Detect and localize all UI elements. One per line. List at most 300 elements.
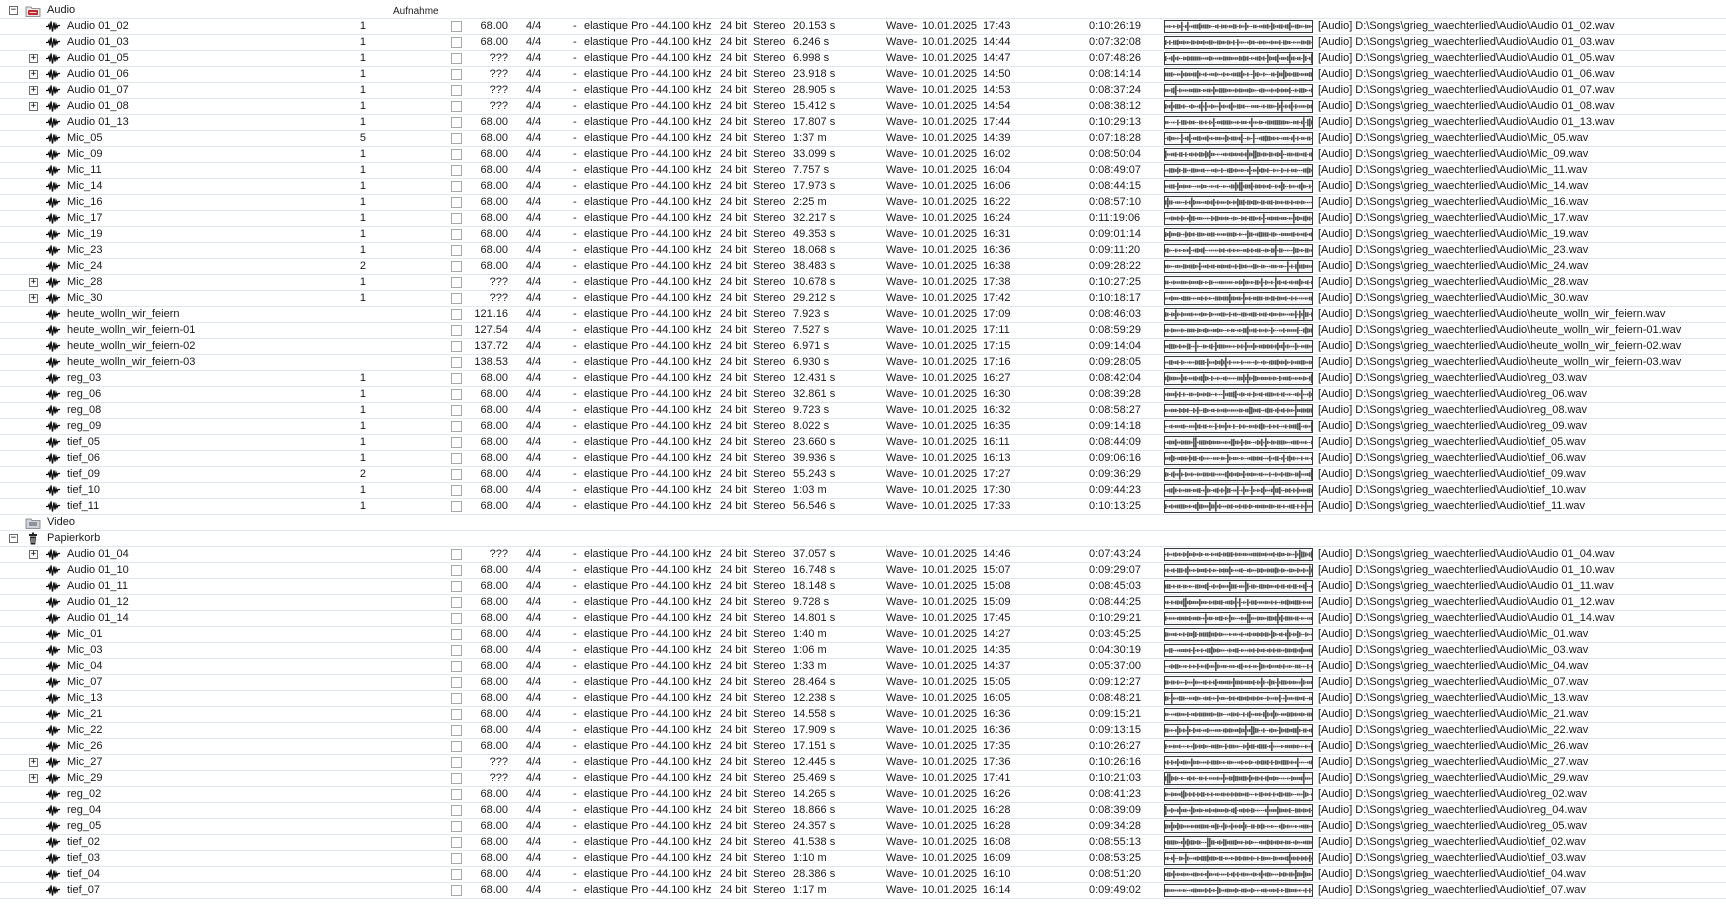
file-path: [Audio] D:\Songs\grieg_waechterlied\Audio\Mic_17.wav <box>1318 212 1589 224</box>
time: 14:47 <box>983 52 1011 64</box>
bit-depth: 24 bit <box>720 484 747 496</box>
clip-row[interactable] <box>0 339 1726 355</box>
clip-row[interactable] <box>0 611 1726 627</box>
clip-row[interactable] <box>0 547 1726 563</box>
channels: Stereo <box>753 388 786 400</box>
musical-mode-checkbox[interactable] <box>451 197 462 208</box>
origin-time: 0:10:26:16 <box>1089 756 1141 768</box>
time: 16:10 <box>983 868 1011 880</box>
channels: Stereo <box>753 372 786 384</box>
date: 10.01.2025 <box>922 788 978 800</box>
file-path: [Audio] D:\Songs\grieg_waechterlied\Audio\reg_06.wav <box>1318 388 1588 400</box>
file-path: [Audio] D:\Songs\grieg_waechterlied\Audio\Mic_26.wav <box>1318 740 1589 752</box>
audio-clip-icon <box>45 85 61 96</box>
date: 10.01.2025 <box>922 548 978 560</box>
musical-mode-checkbox[interactable] <box>451 453 462 464</box>
audio-clip-icon <box>45 437 61 448</box>
key: - <box>573 612 577 624</box>
musical-mode-checkbox[interactable] <box>451 709 462 720</box>
clip-row[interactable] <box>0 627 1726 643</box>
clip-row[interactable] <box>0 355 1726 371</box>
clip-row[interactable] <box>0 291 1726 307</box>
audio-clip-icon <box>45 709 61 720</box>
clip-name: Audio 01_02 <box>67 20 129 32</box>
clip-row[interactable] <box>0 771 1726 787</box>
tempo: 68.00 <box>480 484 508 496</box>
origin-time: 0:08:48:21 <box>1089 692 1141 704</box>
time-signature: 4/4 <box>526 500 542 512</box>
file-path: [Audio] D:\Songs\grieg_waechterlied\Audio\Mic_27.wav <box>1318 756 1589 768</box>
musical-mode-checkbox[interactable] <box>451 645 462 656</box>
musical-mode-checkbox[interactable] <box>451 21 462 32</box>
date: 10.01.2025 <box>922 436 978 448</box>
musical-mode-checkbox[interactable] <box>451 117 462 128</box>
musical-mode-checkbox[interactable] <box>451 549 462 560</box>
musical-mode-checkbox[interactable] <box>451 405 462 416</box>
file-path: [Audio] D:\Songs\grieg_waechterlied\Audio\Mic_19.wav <box>1318 228 1589 240</box>
time: 16:35 <box>983 420 1011 432</box>
channels: Stereo <box>753 52 786 64</box>
waveform-image <box>1164 388 1313 401</box>
sample-rate: 44.100 kHz <box>656 676 712 688</box>
date: 10.01.2025 <box>922 580 978 592</box>
musical-mode-checkbox[interactable] <box>451 181 462 192</box>
clip-row[interactable] <box>0 595 1726 611</box>
time: 17:43 <box>983 20 1011 32</box>
bit-depth: 24 bit <box>720 388 747 400</box>
audio-clip-icon <box>45 229 61 240</box>
clip-row[interactable] <box>0 275 1726 291</box>
waveform-image <box>1164 596 1313 609</box>
musical-mode-checkbox[interactable] <box>451 277 462 288</box>
clip-row[interactable] <box>0 179 1726 195</box>
clip-name: Mic_16 <box>67 196 103 208</box>
expand-toggle[interactable]: + <box>30 53 37 63</box>
bit-depth: 24 bit <box>720 548 747 560</box>
sample-rate: 44.100 kHz <box>656 68 712 80</box>
waveform-image <box>1164 244 1313 257</box>
file-type: Wave- <box>886 148 918 160</box>
musical-mode-checkbox[interactable] <box>451 53 462 64</box>
waveform-image <box>1164 884 1313 897</box>
expand-toggle[interactable]: + <box>30 549 37 559</box>
bit-depth: 24 bit <box>720 724 747 736</box>
clip-row[interactable] <box>0 659 1726 675</box>
folder-row-video[interactable] <box>0 515 1726 531</box>
expand-toggle[interactable]: + <box>30 293 37 303</box>
sample-rate: 44.100 kHz <box>656 756 712 768</box>
clip-row[interactable] <box>0 211 1726 227</box>
audio-clip-icon <box>45 421 61 432</box>
file-path: [Audio] D:\Songs\grieg_waechterlied\Audio\Mic_09.wav <box>1318 148 1589 160</box>
clip-row[interactable] <box>0 819 1726 835</box>
bit-depth: 24 bit <box>720 212 747 224</box>
musical-mode-checkbox[interactable] <box>451 485 462 496</box>
time-signature: 4/4 <box>526 52 542 64</box>
record-count: 1 <box>359 244 366 256</box>
origin-time: 0:10:29:21 <box>1089 612 1141 624</box>
clip-name: Audio 01_14 <box>67 612 129 624</box>
clip-name: Mic_28 <box>67 276 103 288</box>
sample-rate: 44.100 kHz <box>656 836 712 848</box>
musical-mode-checkbox[interactable] <box>451 293 462 304</box>
file-type: Wave- <box>886 196 918 208</box>
bit-depth: 24 bit <box>720 436 747 448</box>
origin-time: 0:10:26:19 <box>1089 20 1141 32</box>
musical-mode-checkbox[interactable] <box>451 309 462 320</box>
channels: Stereo <box>753 244 786 256</box>
file-type: Wave- <box>886 836 918 848</box>
algorithm: elastique Pro - <box>584 644 655 656</box>
time: 14:27 <box>983 628 1011 640</box>
expand-toggle[interactable]: + <box>30 101 37 111</box>
clip-row[interactable] <box>0 83 1726 99</box>
algorithm: elastique Pro - <box>584 580 655 592</box>
bit-depth: 24 bit <box>720 356 747 368</box>
expand-toggle[interactable]: + <box>30 85 37 95</box>
musical-mode-checkbox[interactable] <box>451 821 462 832</box>
clip-row[interactable] <box>0 803 1726 819</box>
clip-row[interactable] <box>0 451 1726 467</box>
clip-row[interactable] <box>0 387 1726 403</box>
time: 17:11 <box>983 324 1010 336</box>
bit-depth: 24 bit <box>720 292 747 304</box>
musical-mode-checkbox[interactable] <box>451 501 462 512</box>
length: 56.546 s <box>793 500 836 512</box>
clip-row[interactable] <box>0 707 1726 723</box>
file-type: Wave- <box>886 372 918 384</box>
musical-mode-checkbox[interactable] <box>451 213 462 224</box>
musical-mode-checkbox[interactable] <box>451 373 462 384</box>
musical-mode-checkbox[interactable] <box>451 661 462 672</box>
time-signature: 4/4 <box>526 196 542 208</box>
clip-row[interactable] <box>0 467 1726 483</box>
length: 25.469 s <box>793 772 836 784</box>
clip-row[interactable] <box>0 435 1726 451</box>
musical-mode-checkbox[interactable] <box>451 677 462 688</box>
clip-row[interactable] <box>0 51 1726 67</box>
clip-row[interactable] <box>0 499 1726 515</box>
time: 16:02 <box>983 148 1011 160</box>
file-path: [Audio] D:\Songs\grieg_waechterlied\Audio\heute_wolln_wir_feiern.wav <box>1318 308 1666 320</box>
musical-mode-checkbox[interactable] <box>451 805 462 816</box>
clip-row[interactable] <box>0 579 1726 595</box>
clip-row[interactable] <box>0 99 1726 115</box>
channels: Stereo <box>753 84 786 96</box>
folder-row-audio[interactable] <box>0 3 1726 19</box>
sample-rate: 44.100 kHz <box>656 804 712 816</box>
clip-row[interactable] <box>0 19 1726 35</box>
audio-clip-icon <box>45 245 61 256</box>
clip-row[interactable] <box>0 483 1726 499</box>
bit-depth: 24 bit <box>720 148 747 160</box>
musical-mode-checkbox[interactable] <box>451 837 462 848</box>
bit-depth: 24 bit <box>720 820 747 832</box>
channels: Stereo <box>753 356 786 368</box>
clip-row[interactable] <box>0 867 1726 883</box>
clip-row[interactable] <box>0 35 1726 51</box>
file-type: Wave- <box>886 468 918 480</box>
algorithm: elastique Pro - <box>584 628 655 640</box>
date: 10.01.2025 <box>922 500 978 512</box>
origin-time: 0:09:44:23 <box>1089 484 1141 496</box>
key: - <box>573 564 577 576</box>
clip-row[interactable] <box>0 115 1726 131</box>
file-path: [Audio] D:\Songs\grieg_waechterlied\Audio\Mic_23.wav <box>1318 244 1589 256</box>
musical-mode-checkbox[interactable] <box>451 421 462 432</box>
waveform-image <box>1164 228 1313 241</box>
bit-depth: 24 bit <box>720 308 747 320</box>
musical-mode-checkbox[interactable] <box>451 613 462 624</box>
clip-name: Mic_30 <box>67 292 103 304</box>
time-signature: 4/4 <box>526 468 542 480</box>
waveform-image <box>1164 452 1313 465</box>
file-type: Wave- <box>886 100 918 112</box>
clip-name: tief_03 <box>67 852 101 864</box>
key: - <box>573 484 577 496</box>
key: - <box>573 548 577 560</box>
expand-toggle[interactable]: + <box>30 277 37 287</box>
time-signature: 4/4 <box>526 596 542 608</box>
musical-mode-checkbox[interactable] <box>451 885 462 896</box>
clip-row[interactable] <box>0 755 1726 771</box>
musical-mode-checkbox[interactable] <box>451 757 462 768</box>
musical-mode-checkbox[interactable] <box>451 149 462 160</box>
musical-mode-checkbox[interactable] <box>451 245 462 256</box>
channels: Stereo <box>753 836 786 848</box>
clip-name: Mic_17 <box>67 212 103 224</box>
audio-clip-icon <box>45 805 61 816</box>
algorithm: elastique Pro - <box>584 484 655 496</box>
musical-mode-checkbox[interactable] <box>451 389 462 400</box>
origin-time: 0:08:41:23 <box>1089 788 1141 800</box>
clip-row[interactable] <box>0 67 1726 83</box>
algorithm: elastique Pro - <box>584 20 655 32</box>
musical-mode-checkbox[interactable] <box>451 773 462 784</box>
musical-mode-checkbox[interactable] <box>451 341 462 352</box>
clip-row[interactable] <box>0 675 1726 691</box>
clip-name: Mic_01 <box>67 628 103 640</box>
date: 10.01.2025 <box>922 68 978 80</box>
clip-name: Audio 01_11 <box>67 580 128 592</box>
musical-mode-checkbox[interactable] <box>451 469 462 480</box>
time: 14:37 <box>983 660 1011 672</box>
origin-time: 0:08:14:14 <box>1089 68 1141 80</box>
time-signature: 4/4 <box>526 436 542 448</box>
clip-row[interactable] <box>0 243 1726 259</box>
time: 17:16 <box>983 356 1011 368</box>
waveform-image <box>1164 164 1313 177</box>
bit-depth: 24 bit <box>720 564 747 576</box>
file-path: [Audio] D:\Songs\grieg_waechterlied\Audio\Mic_30.wav <box>1318 292 1589 304</box>
clip-row[interactable] <box>0 307 1726 323</box>
waveform-image <box>1164 772 1313 785</box>
tempo: 68.00 <box>480 788 508 800</box>
musical-mode-checkbox[interactable] <box>451 133 462 144</box>
musical-mode-checkbox[interactable] <box>451 869 462 880</box>
time: 17:30 <box>983 484 1011 496</box>
audio-clip-icon <box>45 357 61 368</box>
origin-time: 0:10:27:25 <box>1089 276 1141 288</box>
clip-row[interactable] <box>0 195 1726 211</box>
time: 15:07 <box>983 564 1011 576</box>
clip-row[interactable] <box>0 787 1726 803</box>
waveform-image <box>1164 292 1313 305</box>
length: 15.412 s <box>793 100 836 112</box>
origin-time: 0:09:01:14 <box>1089 228 1141 240</box>
channels: Stereo <box>753 772 786 784</box>
clip-row[interactable] <box>0 691 1726 707</box>
date: 10.01.2025 <box>922 452 978 464</box>
length: 17.909 s <box>793 724 836 736</box>
audio-clip-icon <box>45 661 61 672</box>
sample-rate: 44.100 kHz <box>656 852 712 864</box>
date: 10.01.2025 <box>922 116 978 128</box>
time: 16:14 <box>983 884 1011 896</box>
algorithm: elastique Pro - <box>584 100 655 112</box>
musical-mode-checkbox[interactable] <box>451 853 462 864</box>
length: 38.483 s <box>793 260 836 272</box>
time-signature: 4/4 <box>526 676 542 688</box>
clip-row[interactable] <box>0 883 1726 899</box>
file-path: [Audio] D:\Songs\grieg_waechterlied\Audio\tief_09.wav <box>1318 468 1586 480</box>
musical-mode-checkbox[interactable] <box>451 437 462 448</box>
musical-mode-checkbox[interactable] <box>451 789 462 800</box>
file-path: [Audio] D:\Songs\grieg_waechterlied\Audio\Mic_24.wav <box>1318 260 1589 272</box>
key: - <box>573 788 577 800</box>
musical-mode-checkbox[interactable] <box>451 741 462 752</box>
clip-row[interactable] <box>0 163 1726 179</box>
bit-depth: 24 bit <box>720 260 747 272</box>
channels: Stereo <box>753 68 786 80</box>
file-type: Wave- <box>886 676 918 688</box>
waveform-image <box>1164 324 1313 337</box>
expand-toggle[interactable]: + <box>30 69 37 79</box>
clip-row[interactable] <box>0 563 1726 579</box>
key: - <box>573 196 577 208</box>
musical-mode-checkbox[interactable] <box>451 325 462 336</box>
sample-rate: 44.100 kHz <box>656 708 712 720</box>
bit-depth: 24 bit <box>720 196 747 208</box>
time: 17:36 <box>983 756 1011 768</box>
tempo: 68.00 <box>480 612 508 624</box>
tempo: 68.00 <box>480 36 508 48</box>
folder-row-papierkorb[interactable] <box>0 531 1726 547</box>
clip-row[interactable] <box>0 323 1726 339</box>
file-path: [Audio] D:\Songs\grieg_waechterlied\Audio\Audio 01_04.wav <box>1318 548 1615 560</box>
musical-mode-checkbox[interactable] <box>451 725 462 736</box>
algorithm: elastique Pro - <box>584 836 655 848</box>
length: 33.099 s <box>793 148 836 160</box>
musical-mode-checkbox[interactable] <box>451 101 462 112</box>
musical-mode-checkbox[interactable] <box>451 85 462 96</box>
tempo: 138.53 <box>474 356 508 368</box>
algorithm: elastique Pro - <box>584 132 655 144</box>
audio-clip-icon <box>45 325 61 336</box>
collapse-toggle[interactable]: − <box>10 5 17 15</box>
musical-mode-checkbox[interactable] <box>451 165 462 176</box>
musical-mode-checkbox[interactable] <box>451 693 462 704</box>
record-count: 1 <box>359 20 366 32</box>
key: - <box>573 436 577 448</box>
sample-rate: 44.100 kHz <box>656 164 712 176</box>
clip-row[interactable] <box>0 739 1726 755</box>
sample-rate: 44.100 kHz <box>656 868 712 880</box>
channels: Stereo <box>753 500 786 512</box>
tempo: ??? <box>489 756 508 768</box>
expand-toggle[interactable]: + <box>30 773 37 783</box>
expand-toggle[interactable]: + <box>30 757 37 767</box>
waveform-image <box>1164 804 1313 817</box>
musical-mode-checkbox[interactable] <box>451 629 462 640</box>
length: 24.357 s <box>793 820 836 832</box>
collapse-toggle[interactable]: − <box>10 533 17 543</box>
origin-time: 0:05:37:00 <box>1089 660 1141 672</box>
clip-name: reg_04 <box>67 804 102 816</box>
waveform-image <box>1164 356 1313 369</box>
date: 10.01.2025 <box>922 740 978 752</box>
bit-depth: 24 bit <box>720 244 747 256</box>
length: 6.971 s <box>793 340 830 352</box>
algorithm: elastique Pro - <box>584 852 655 864</box>
sample-rate: 44.100 kHz <box>656 692 712 704</box>
clip-row[interactable] <box>0 723 1726 739</box>
file-type: Wave- <box>886 452 918 464</box>
key: - <box>573 404 577 416</box>
file-path: [Audio] D:\Songs\grieg_waechterlied\Audio\Mic_07.wav <box>1318 676 1589 688</box>
clip-name: Audio 01_05 <box>67 52 129 64</box>
length: 17.807 s <box>793 116 836 128</box>
clip-row[interactable] <box>0 131 1726 147</box>
bit-depth: 24 bit <box>720 836 747 848</box>
musical-mode-checkbox[interactable] <box>451 37 462 48</box>
tempo: 68.00 <box>480 196 508 208</box>
waveform-image <box>1164 852 1313 865</box>
musical-mode-checkbox[interactable] <box>451 597 462 608</box>
clip-row[interactable] <box>0 147 1726 163</box>
clip-name: Audio 01_07 <box>67 84 129 96</box>
musical-mode-checkbox[interactable] <box>451 565 462 576</box>
tempo: 68.00 <box>480 596 508 608</box>
musical-mode-checkbox[interactable] <box>451 581 462 592</box>
clip-row[interactable] <box>0 403 1726 419</box>
musical-mode-checkbox[interactable] <box>451 69 462 80</box>
clip-row[interactable] <box>0 259 1726 275</box>
key: - <box>573 868 577 880</box>
clip-row[interactable] <box>0 835 1726 851</box>
tempo: 68.00 <box>480 644 508 656</box>
clip-row[interactable] <box>0 643 1726 659</box>
clip-row[interactable] <box>0 419 1726 435</box>
key: - <box>573 468 577 480</box>
clip-row[interactable] <box>0 227 1726 243</box>
date: 10.01.2025 <box>922 676 978 688</box>
audio-clip-icon <box>45 789 61 800</box>
clip-row[interactable] <box>0 371 1726 387</box>
record-count: 2 <box>359 260 366 272</box>
clip-name: Audio 01_12 <box>67 596 129 608</box>
musical-mode-checkbox[interactable] <box>451 229 462 240</box>
length: 55.243 s <box>793 468 836 480</box>
file-type: Wave- <box>886 84 918 96</box>
channels: Stereo <box>753 260 786 272</box>
clip-row[interactable] <box>0 851 1726 867</box>
musical-mode-checkbox[interactable] <box>451 261 462 272</box>
clip-name: tief_11 <box>67 500 100 512</box>
length: 1:03 m <box>793 484 827 496</box>
musical-mode-checkbox[interactable] <box>451 357 462 368</box>
file-type: Wave- <box>886 852 918 864</box>
